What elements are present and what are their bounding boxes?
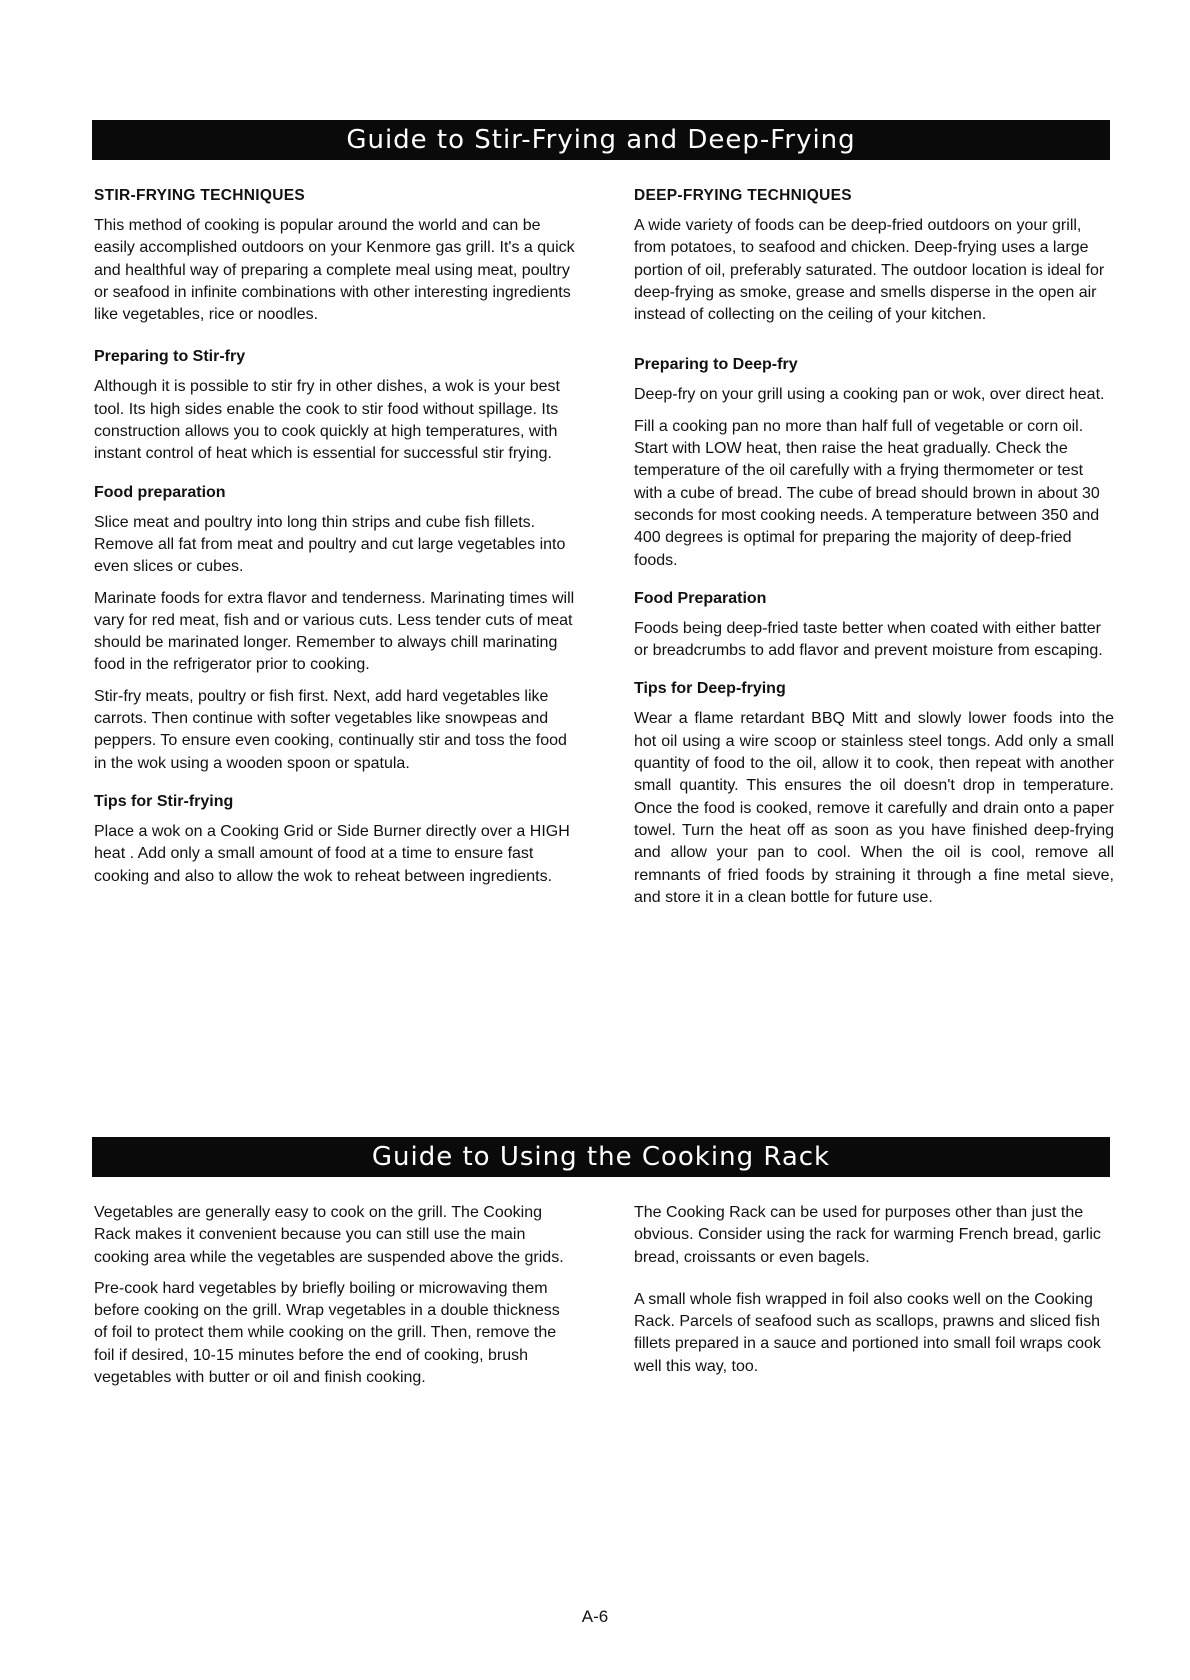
- deep-frying-column: [634, 187, 1114, 918]
- food-preparation-paragraph: Stir-fry meats, poultry or fish first. Next, add hard vegetables like carrots. Then continue with softer vegetables like snowpeas and peppers. To ensure even cooking, continually stir and toss the food in the wok using a wooden spoon or spatula.: [94, 687, 567, 772]
- cooking-rack-paragraph: A small whole fish wrapped in foil also cooks well on the Cooking Rack. Parcels of seafood such as scallops, prawns and sliced fish fillets prepared in a sauce and portioned into small foil wraps cook well this way, too.: [634, 1290, 1101, 1375]
- cooking-rack-paragraph: The Cooking Rack can be used for purposes other than just the obvious. Consider using the rack for warming French bread, garlic bread, croissants or even bagels.: [634, 1204, 1101, 1266]
- food-preparation-heading: Food preparation: [94, 483, 226, 501]
- section-banner-cooking-rack: Guide to Using the Cooking Rack: [92, 1137, 1110, 1177]
- stir-frying-intro: This method of cooking is popular around the world and can be easily accomplished outdoors on your Kenmore gas grill. It's a quick and healthful way of preparing a complete meal using meat, poultry or seafood in infinite combinations with other interesting ingredients like vegetables, rice or noodles.: [94, 217, 575, 324]
- preparing-deep-fry-paragraph: Fill a cooking pan no more than half full of vegetable or corn oil. Start with LOW heat, then raise the heat gradually. Check the temperature of the oil carefully with a frying thermometer or test with a cube of bread. The cube of bread should brown in about 30 seconds for most cooking needs. A temperature between 350 and 400 degrees is optimal for preparing the majority of deep-fried foods.: [634, 417, 1100, 569]
- food-preparation-paragraph: Slice meat and poultry into long thin strips and cube fish fillets. Remove all fat from meat and poultry and cut large vegetables into even slices or cubes.: [94, 513, 566, 576]
- tips-stir-frying-heading: Tips for Stir-frying: [94, 792, 234, 810]
- cooking-rack-left-column: [94, 1202, 576, 1398]
- stir-frying-heading: STIR-FRYING TECHNIQUES: [94, 187, 305, 204]
- preparing-deep-fry-heading: Preparing to Deep-fry: [634, 356, 798, 374]
- deep-frying-heading: DEEP-FRYING TECHNIQUES: [634, 187, 852, 204]
- section-banner-stir-deep-frying: Guide to Stir-Frying and Deep-Frying: [92, 120, 1110, 160]
- preparing-deep-fry-paragraph: Deep-fry on your grill using a cooking pan or wok, over direct heat.: [634, 386, 1105, 404]
- tips-deep-frying-heading: Tips for Deep-frying: [634, 680, 786, 698]
- cooking-rack-paragraph: Vegetables are generally easy to cook on the grill. The Cooking Rack makes it convenient because you can still use the main cooking area while the vegetables are suspended above the grids.: [94, 1204, 564, 1266]
- preparing-stir-fry-heading: Preparing to Stir-fry: [94, 348, 246, 366]
- page-number: A-6: [581, 1607, 609, 1626]
- food-preparation-paragraph: Marinate foods for extra flavor and tenderness. Marinating times will vary for red meat, fish and or various cuts. Less tender cuts of meat should be marinated longer. Remember to always chill marinating food in the refrigerator prior to cooking.: [94, 589, 575, 674]
- food-preparation-deep-text: Foods being deep-fried taste better when coated with either batter or breadcrumbs to add flavor and prevent moisture from escaping.: [634, 619, 1103, 660]
- tips-deep-frying-text: Wear a flame retardant BBQ Mitt and slowly lower foods into the hot oil using a wire scoop or stainless steel tongs. Add only a small quantity of food to the oil, allow it to cook, then repeat with another small quantity. This ensures the oil doesn't drop in temperature. Once the food is cooked, remove it carefully and drain onto a paper towel. Turn the heat off as soon as you have finished deep-frying and allow your pan to cool. When the oil is cool, remove all remnants of fried foods by straining it through a fine metal sieve, and store it in a clean bottle for future use.: [634, 710, 1114, 906]
- tips-stir-frying-text: Place a wok on a Cooking Grid or Side Burner directly over a HIGH heat . Add only a small amount of food at a time to ensure fast cooking and also to allow the wok to reheat between ingredients.: [94, 822, 570, 885]
- preparing-stir-fry-text: Although it is possible to stir fry in other dishes, a wok is your best tool. Its high sides enable the cook to stir food without spillage. Its construction allows you to cook quickly at high temperatures, with instant control of heat which is essential for successful stir frying.: [94, 378, 560, 463]
- cooking-rack-right-column: [634, 1202, 1114, 1387]
- cooking-rack-paragraph: Pre-cook hard vegetables by briefly boiling or microwaving them before cooking on the grill. Wrap vegetables in a double thickness of foil to protect them while cooking on the grill. Then, remove the foil if desired, 10-15 minutes before the end of cooking, brush vegetables with butter or oil and finish cooking.: [94, 1279, 560, 1387]
- deep-frying-intro: A wide variety of foods can be deep-fried outdoors on your grill, from potatoes, to seafood and chicken. Deep-frying uses a large portion of oil, preferably saturated. The outdoor location is ideal for deep-frying as smoke, grease and smells disperse in the open air instead of collecting on the ceiling of your kitchen.: [634, 217, 1105, 324]
- food-preparation-deep-heading: Food Preparation: [634, 589, 767, 607]
- stir-frying-column: [94, 187, 576, 897]
